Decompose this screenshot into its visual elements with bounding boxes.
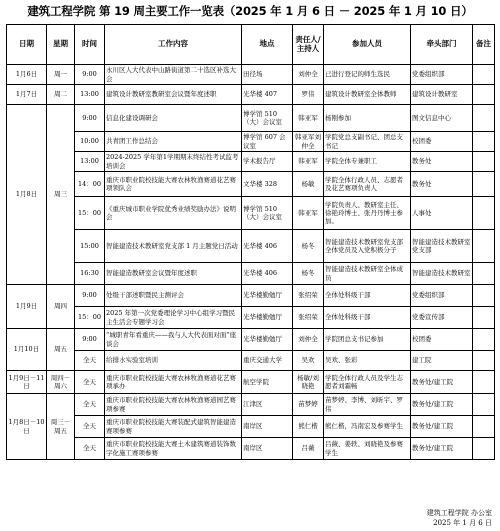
- cell-host: 吕薇: [293, 438, 324, 460]
- footer-date: 2025 年 1 月 6 日: [433, 518, 492, 527]
- cell-host: 杨冬: [293, 263, 324, 285]
- cell-host: 张绍荣: [293, 307, 324, 329]
- cell-remarks: [473, 132, 495, 152]
- cell-time: 全天: [75, 351, 105, 371]
- cell-host: 苗梦婷: [293, 394, 324, 416]
- cell-remarks: [473, 394, 495, 416]
- cell-content: 重庆市职业院校技能大赛农林牧渔赛道花艺赛项领队会: [105, 172, 242, 197]
- cell-content: 重庆市职业院校技能大赛土木建筑赛道装饰数字化施工赛项参赛: [105, 438, 242, 460]
- cell-lead-dept: 智能建造技术教研室: [411, 263, 473, 285]
- table-row: [7, 263, 495, 285]
- cell-lead-dept: 人事处: [411, 197, 473, 230]
- cell-remarks: [473, 351, 495, 371]
- cell-lead-dept: 教务处: [411, 152, 473, 172]
- cell-location: 光华楼 407: [242, 85, 293, 105]
- cell-lead-dept: 教务处/建工院: [411, 416, 473, 438]
- cell-content: 给排水实验室培训: [105, 351, 242, 371]
- cell-host: 韩亚军: [293, 105, 324, 132]
- cell-location: 光华楼勤勉厅: [242, 307, 293, 329]
- cell-remarks: [473, 285, 495, 307]
- table-row: [7, 105, 495, 132]
- header-row: [7, 25, 495, 65]
- cell-time: 9:00: [75, 65, 105, 85]
- cell-location: 博学馆 607 会议室: [242, 132, 293, 152]
- cell-content: 重庆市职业院校技能大赛农林牧渔赛道花艺赛项承办: [105, 371, 242, 394]
- cell-content: 《重庆城市职业学院优秀业绩奖励办法》说明会: [105, 197, 242, 230]
- cell-time: 全天: [75, 438, 105, 460]
- cell-time: 9:00: [75, 285, 105, 307]
- cell-lead-dept: 校团委: [411, 132, 473, 152]
- cell-participants: 全体处科级干部: [324, 285, 411, 307]
- cell-participants: 杨刚参加: [324, 105, 411, 132]
- cell-time: 全天: [75, 394, 105, 416]
- cell-lead-dept: 党委组织部: [411, 285, 473, 307]
- cell-date: 1月8日: [7, 105, 47, 285]
- cell-remarks: [473, 230, 495, 263]
- cell-weekday: 周五: [47, 329, 75, 371]
- cell-lead-dept: 建筑设计教研室: [411, 85, 473, 105]
- cell-lead-dept: 教务处/建工院: [411, 394, 473, 416]
- header-lead-dept: 牵头部门: [411, 25, 473, 65]
- cell-content: 重庆市职业院校技能大赛装配式建筑智能建造赛项参赛: [105, 416, 242, 438]
- header-location: 地点: [242, 25, 293, 65]
- table-row: [7, 307, 495, 329]
- cell-participants: 吕薇、姜轶、刘晓艳及参赛学生: [324, 438, 411, 460]
- header-weekday: 星期: [47, 25, 75, 65]
- cell-remarks: [473, 263, 495, 285]
- cell-content: 智能建造技术教研室党支部 1 月主题党日活动: [105, 230, 242, 263]
- header-date: 日期: [7, 25, 47, 65]
- cell-participants: 学院团总支书记参加: [324, 329, 411, 351]
- cell-participants: 熊仁楷，冯南宏及参赛学生: [324, 416, 411, 438]
- cell-weekday: 周二: [47, 85, 75, 105]
- table-row: [7, 351, 495, 371]
- cell-weekday: 周四: [47, 285, 75, 329]
- cell-location: 光华楼勤勉厅: [242, 285, 293, 307]
- cell-time: 14：00: [75, 172, 105, 197]
- cell-participants: 智能建造技术教研室党支部全体党员及入党积极分子: [324, 230, 411, 263]
- cell-lead-dept: 建工院: [411, 351, 473, 371]
- cell-remarks: [473, 371, 495, 394]
- cell-remarks: [473, 416, 495, 438]
- table-row: [7, 394, 495, 416]
- table-row: [7, 172, 495, 197]
- cell-date: 1月7日: [7, 85, 47, 105]
- cell-remarks: [473, 152, 495, 172]
- cell-participants: 学院负责人、教研室主任、徐艳玲博士、张丹丹博士参加。: [324, 197, 411, 230]
- table-row: [7, 85, 495, 105]
- cell-weekday: 周四－周六: [47, 371, 75, 394]
- cell-participants: 全体处科级干部: [324, 307, 411, 329]
- cell-host: 杨敏/刘晓艳: [293, 371, 324, 394]
- cell-content: 2024-2025 学年第1学期期末终结性考试监考培训会: [105, 152, 242, 172]
- cell-time: 16:30: [75, 263, 105, 285]
- cell-location: 南岸区: [242, 416, 293, 438]
- cell-content: “城职青年看重庆——我与人大代表面对面”座谈会: [105, 329, 242, 351]
- cell-remarks: [473, 85, 495, 105]
- cell-time: 15：00: [75, 307, 105, 329]
- cell-location: 文华楼 328: [242, 172, 293, 197]
- cell-time: 10:00: [75, 132, 105, 152]
- cell-lead-dept: 教务处/建工院: [411, 371, 473, 394]
- cell-content: 信息化建设调研会: [105, 105, 242, 132]
- header-host: 责任人/主持人: [293, 25, 324, 65]
- cell-location: 博学馆 510（大）会议室: [242, 105, 293, 132]
- cell-location: 重庆交通大学: [242, 351, 293, 371]
- cell-host: 罗伟: [293, 85, 324, 105]
- cell-location: 光华楼勤勉厅: [242, 329, 293, 351]
- header-content: 工作内容: [105, 25, 242, 65]
- cell-date: 1月6日: [7, 65, 47, 85]
- cell-location: 田径场: [242, 65, 293, 85]
- cell-participants: 已进行登记的师生选民: [324, 65, 411, 85]
- cell-host: 韩亚军: [293, 152, 324, 172]
- cell-location: 航空学院: [242, 371, 293, 394]
- cell-participants: 学院党总支副书记、团总支书记: [324, 132, 411, 152]
- table-row: [7, 285, 495, 307]
- table-row: [7, 371, 495, 394]
- table-row: [7, 438, 495, 460]
- cell-content: 重庆市职业院校技能大赛农林牧渔赛道园艺赛项参赛: [105, 394, 242, 416]
- cell-host: 杨冬: [293, 230, 324, 263]
- cell-participants: 学院全体专兼职工: [324, 152, 411, 172]
- cell-lead-dept: 校团委: [411, 329, 473, 351]
- table-row: [7, 65, 495, 85]
- cell-host: 韩亚军刘仲全: [293, 132, 324, 152]
- cell-content: 2025 年第一次党委理论学习中心组学习暨民主生活会专题学习会: [105, 307, 242, 329]
- cell-participants: 建筑设计教研室全体教师: [324, 85, 411, 105]
- cell-participants: 苗梦婷、李博、刘昕宇、罗伟: [324, 394, 411, 416]
- cell-remarks: [473, 329, 495, 351]
- cell-lead-dept: 图文信息中心: [411, 105, 473, 132]
- cell-time: 9:00: [75, 105, 105, 132]
- cell-remarks: [473, 197, 495, 230]
- cell-weekday: 周一: [47, 65, 75, 85]
- cell-weekday: 周三－周五: [47, 394, 75, 460]
- table-row: [7, 230, 495, 263]
- cell-date: 1月8日－10日: [7, 394, 47, 460]
- cell-host: 韩亚军: [293, 197, 324, 230]
- header-remarks: 备注: [473, 25, 495, 65]
- cell-location: 学术报告厅: [242, 152, 293, 172]
- cell-date: 1月9日: [7, 285, 47, 329]
- cell-participants: 智能建造技术教研室全体成员: [324, 263, 411, 285]
- table-row: [7, 152, 495, 172]
- cell-participants: 学院全体行政人员及学生志愿者刘霜畅: [324, 371, 411, 394]
- cell-content: 永川区人大代表中山路街道第二十选区补选大会: [105, 65, 242, 85]
- cell-remarks: [473, 65, 495, 85]
- cell-lead-dept: 党委组织部: [411, 65, 473, 85]
- cell-host: 刘仲全: [293, 329, 324, 351]
- cell-participants: 学院全体行政人员、志愿者及花艺赛项负责人: [324, 172, 411, 197]
- cell-host: 杨敏: [293, 172, 324, 197]
- cell-remarks: [473, 307, 495, 329]
- cell-host: 熊仁楷: [293, 416, 324, 438]
- cell-time: 全天: [75, 416, 105, 438]
- table-row: [7, 329, 495, 351]
- footer-org: 建筑工程学院 办公室: [426, 509, 492, 517]
- cell-host: 张绍荣: [293, 285, 324, 307]
- cell-remarks: [473, 105, 495, 132]
- cell-date: 1月9日－11日: [7, 371, 47, 394]
- schedule-table: [6, 24, 495, 460]
- cell-location: 光华楼 406: [242, 263, 293, 285]
- cell-remarks: [473, 172, 495, 197]
- cell-lead-dept: 智能建造技术教研室党支部: [411, 230, 473, 263]
- footer: [427, 509, 492, 528]
- cell-time: 全天: [75, 371, 105, 394]
- cell-host: 吴欢: [293, 351, 324, 371]
- page-title: 建筑工程学院 第 19 周主要工作一览表（2025 年 1 月 6 日 － 2025 年 1 月 10 日）: [27, 4, 473, 18]
- cell-content: 智能建造教研室会议暨年度述职: [105, 263, 242, 285]
- cell-time: 15:00: [75, 230, 105, 263]
- cell-weekday: 周三: [47, 105, 75, 285]
- header-time: 时间: [75, 25, 105, 65]
- cell-participants: 吴欢、张彩: [324, 351, 411, 371]
- cell-host: 刘仲全: [293, 65, 324, 85]
- cell-lead-dept: 教务处/建工院: [411, 438, 473, 460]
- cell-remarks: [473, 438, 495, 460]
- table-row: [7, 132, 495, 152]
- cell-lead-dept: 教务处: [411, 172, 473, 197]
- table-row: [7, 197, 495, 230]
- cell-time: 13:00: [75, 85, 105, 105]
- cell-content: 建筑设计教研室教研室会议暨年度述职: [105, 85, 242, 105]
- cell-location: 光华楼 406: [242, 230, 293, 263]
- cell-date: 1月10日: [7, 329, 47, 371]
- cell-location: 博学馆 510（大）会议室: [242, 197, 293, 230]
- table-row: [7, 416, 495, 438]
- cell-content: 处级干部述职暨民主测评会: [105, 285, 242, 307]
- cell-time: 9:00: [75, 329, 105, 351]
- cell-location: 江津区: [242, 394, 293, 416]
- cell-location: 南岸区: [242, 438, 293, 460]
- cell-time: 15：00: [75, 197, 105, 230]
- cell-time: 13:00: [75, 152, 105, 172]
- cell-lead-dept: 党委宣传部: [411, 307, 473, 329]
- header-participants: 参加人员: [324, 25, 411, 65]
- cell-content: 共青团工作总结会: [105, 132, 242, 152]
